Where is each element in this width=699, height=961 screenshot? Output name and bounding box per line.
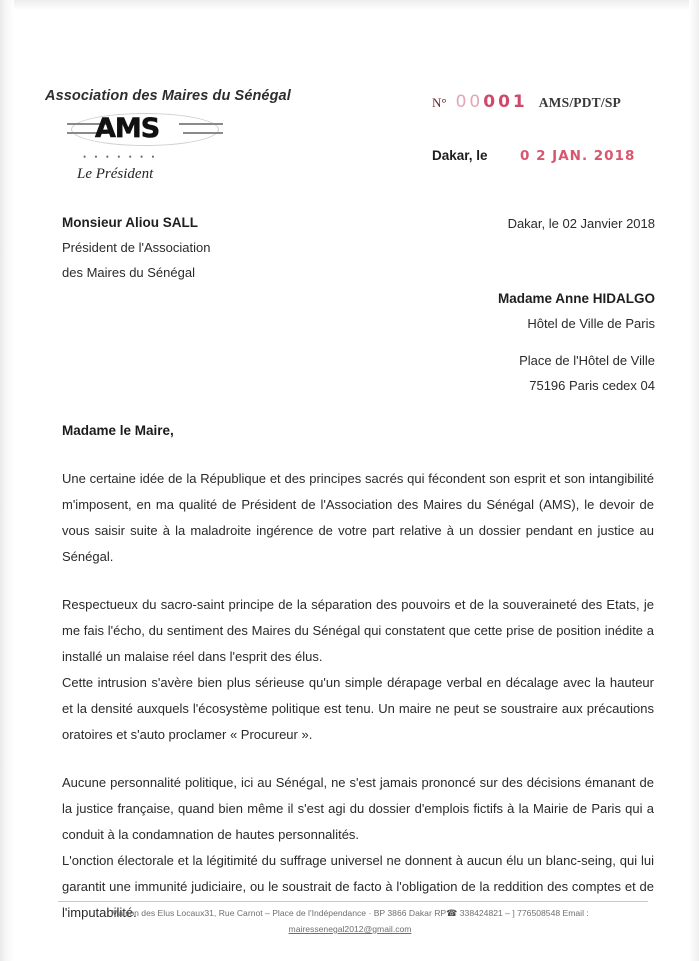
footer-phones: 338424821 – ] 776508548 Email : <box>459 908 589 918</box>
letter-date: Dakar, le 02 Janvier 2018 <box>507 216 655 231</box>
footer-email[interactable]: mairessenegal2012@gmail.com <box>288 924 412 934</box>
body-paragraph: Une certaine idée de la République et des principes sacrés qui fécondent son esprit et son intangibilité m'imposent, en ma qualité de Président de l'Association des Maires du Sénégal (AMS), le devoir de vous saisir suite à la maladroite ingérence de votre part relative à un dossier pendant en justice au Sénégal. <box>62 471 654 564</box>
recipient-organization: Hôtel de Ville de Paris <box>527 316 655 331</box>
letter-body <box>62 466 654 948</box>
scan-edge-left <box>0 0 14 961</box>
sender-block <box>62 210 392 285</box>
sender-name: Monsieur Aliou SALL <box>62 215 198 230</box>
sender-role-line-1: Président de l'Association <box>62 240 211 255</box>
president-title: Le Président <box>77 166 154 182</box>
sender-role-line-2: des Maires du Sénégal <box>62 265 195 280</box>
logo-wordmark: AMS <box>95 113 160 144</box>
salutation: Madame le Maire, <box>62 423 174 438</box>
reference-stamp-block <box>432 92 682 164</box>
telephone-icon: ☎ <box>446 909 458 919</box>
footer <box>50 906 650 937</box>
reference-number-label: N° <box>432 95 447 110</box>
dakar-label: Dakar, le <box>432 148 488 163</box>
recipient-postal: 75196 Paris cedex 04 <box>529 378 655 393</box>
reference-number-value <box>456 92 528 112</box>
separator-dots: • • • • • • • <box>83 152 158 162</box>
dakar-stamp-line <box>432 148 682 164</box>
logo-speed-line-icon <box>183 132 223 134</box>
organization-name: Association des Maires du Sénégal <box>45 88 291 104</box>
body-paragraph: Cette intrusion s'avère bien plus sérieuse qu'un simple dérapage verbal en décalage avec la hauteur et la densité auxquels l'écosystème politique est tenu. Un maire ne peut se soustraire aux précautions oratoires et s'auto proclamer « Procureur ». <box>62 675 654 742</box>
body-paragraph: L'onction électorale et la légitimité du suffrage universel ne donnent à aucun élu un blanc-seing, qui lui garantit une immunité judiciaire, ou le soustrait de facto à l'obligation de la reddition des comptes et de l'imputabilité. <box>62 853 654 920</box>
reference-number-line <box>432 92 682 112</box>
reference-number-faint-digits: 00 <box>455 92 484 112</box>
recipient-name: Madame Anne HIDALGO <box>497 291 655 306</box>
recipient-street: Place de l'Hôtel de Ville <box>519 353 655 368</box>
reference-number-digits: 001 <box>483 92 528 112</box>
body-paragraph: Aucune personnalité politique, ici au Sénégal, ne s'est jamais prononcé sur des décisions émanant de la justice française, quand bien même il s'est agi du dossier d'emplois fictifs à la Mairie de Paris qui a conduit à la condamnation de hautes personnalités. <box>62 775 654 842</box>
reference-suffix: AMS/PDT/SP <box>538 95 621 110</box>
scan-edge-top <box>0 0 699 10</box>
footer-divider <box>58 901 648 902</box>
stamp-date: 0 2 JAN. 2018 <box>520 148 636 164</box>
recipient-block <box>498 286 655 398</box>
body-paragraph: Respectueux du sacro-saint principe de la séparation des pouvoirs et de la souveraineté des Etats, je me fais l'écho, du sentiment des Maires du Sénégal qui constatent que cette prise de position inédite a installé un malaise réel dans l'esprit des élus. <box>62 597 654 664</box>
recipient-spacer <box>498 336 655 348</box>
footer-address: Maison des Elus Locaux31, Rue Carnot – Place de l'Indépendance · BP 3866 Dakar RP <box>111 908 447 918</box>
logo-speed-line-icon <box>179 123 223 125</box>
scan-edge-right <box>689 0 699 961</box>
ams-logo <box>65 112 225 146</box>
letterhead <box>45 88 345 183</box>
